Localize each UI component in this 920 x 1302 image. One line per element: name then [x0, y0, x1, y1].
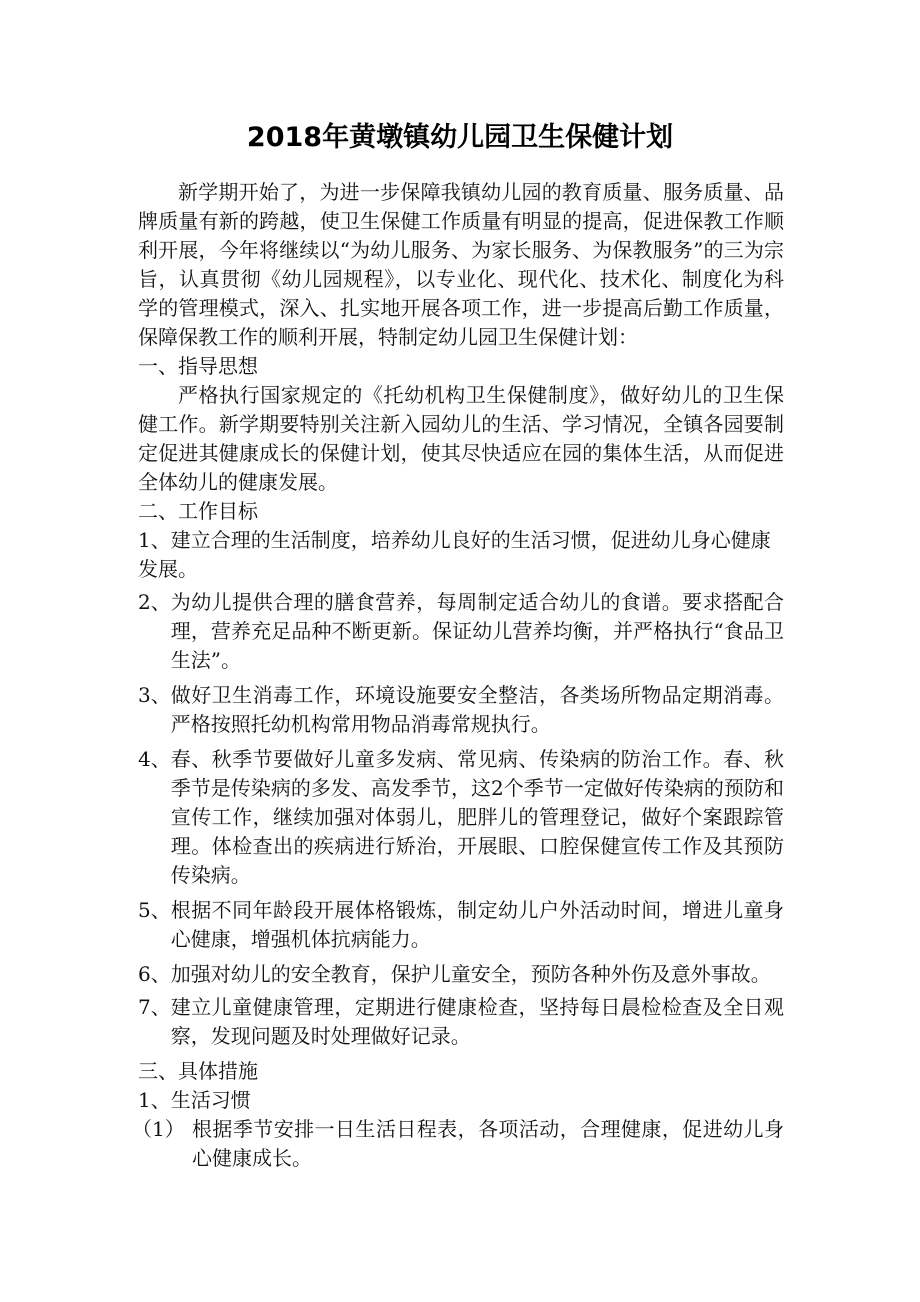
- list-item: [132, 1115, 784, 1173]
- list-item-number: 4、: [138, 747, 171, 771]
- list-item: [138, 526, 784, 584]
- document-title: 2018年黄墩镇幼儿园卫生保健计划: [246, 122, 674, 153]
- list-item-number: 3、: [138, 683, 171, 707]
- list-item-text: 根据不同年龄段开展体格锻炼，制定幼儿户外活动时间，增进儿童身心健康，增强机体抗病能力。: [170, 898, 784, 951]
- list-item-number: 2、: [138, 590, 171, 614]
- list-item-number: 1、: [138, 528, 171, 552]
- list-item-text: 春、秋季节要做好儿童多发病、常见病、传染病的防治工作。春、秋季节是传染病的多发、高发季节，这2个季节一定做好传染病的预防和宣传工作，继续加强对体弱儿，肥胖儿的管理登记，做好个案跟踪管理。体检查出的疾病进行矫治，开展眼、口腔保健宣传工作及其预防传染病。: [170, 747, 784, 887]
- list-item: [138, 681, 784, 739]
- list-item-number: 7、: [138, 995, 171, 1019]
- list-item: [138, 960, 784, 989]
- list-item-number: 6、: [138, 962, 171, 986]
- sub-heading-living-habits: 1、生活习惯: [138, 1088, 251, 1112]
- list-item-text: 建立合理的生活制度，培养幼儿良好的生活习惯，促进幼儿身心健康发展。: [138, 528, 771, 581]
- list-item-text: 建立儿童健康管理，定期进行健康检查，坚持每日晨检检查及全日观察，发现问题及时处理做好记录。: [170, 995, 784, 1048]
- section-heading-guiding-ideology: 一、指导思想: [138, 354, 258, 378]
- section-heading-work-goals: 二、工作目标: [138, 499, 258, 523]
- list-item-number: （1）: [132, 1117, 185, 1141]
- list-item-text: 为幼儿提供合理的膳食营养，每周制定适合幼儿的食谱。要求搭配合理，营养充足品种不断更新。保证幼儿营养均衡，并严格执行“食品卫生法”。: [170, 590, 784, 672]
- list-item: [138, 993, 784, 1051]
- list-item: [138, 588, 784, 675]
- guiding-ideology-paragraph: 严格执行国家规定的《托幼机构卫生保健制度》，做好幼儿的卫生保健工作。新学期要特别关注新入园幼儿的生活、学习情况，全镇各园要制定促进其健康成长的保健计划，使其尽快适应在园的集体生活，从而促进全体幼儿的健康发展。: [138, 383, 784, 494]
- list-item-text: 做好卫生消毒工作，环境设施要安全整洁，各类场所物品定期消毒。严格按照托幼机构常用物品消毒常规执行。: [170, 683, 784, 736]
- list-item-text: 加强对幼儿的安全教育，保护儿童安全，预防各种外伤及意外事故。: [170, 962, 771, 986]
- intro-paragraph: 新学期开始了，为进一步保障我镇幼儿园的教育质量、服务质量、品牌质量有新的跨越，使卫生保健工作质量有明显的提高，促进保教工作顺利开展，今年将继续以“为幼儿服务、为家长服务、为保教服务”的三为宗旨，认真贯彻《幼儿园规程》，以专业化、现代化、技术化、制度化为科学的管理模式，深入、扎实地开展各项工作，进一步提高后勤工作质量，保障保教工作的顺利开展，特制定幼儿园卫生保健计划：: [138, 180, 784, 349]
- list-item: [138, 896, 784, 954]
- work-goals-list: [138, 526, 784, 1051]
- list-item: [138, 745, 784, 890]
- list-item-number: 5、: [138, 898, 171, 922]
- list-item-text: 根据季节安排一日生活日程表，各项活动，合理健康，促进幼儿身心健康成长。: [192, 1117, 784, 1170]
- section-heading-specific-measures: 三、具体措施: [138, 1059, 258, 1083]
- document-body: [132, 178, 784, 1173]
